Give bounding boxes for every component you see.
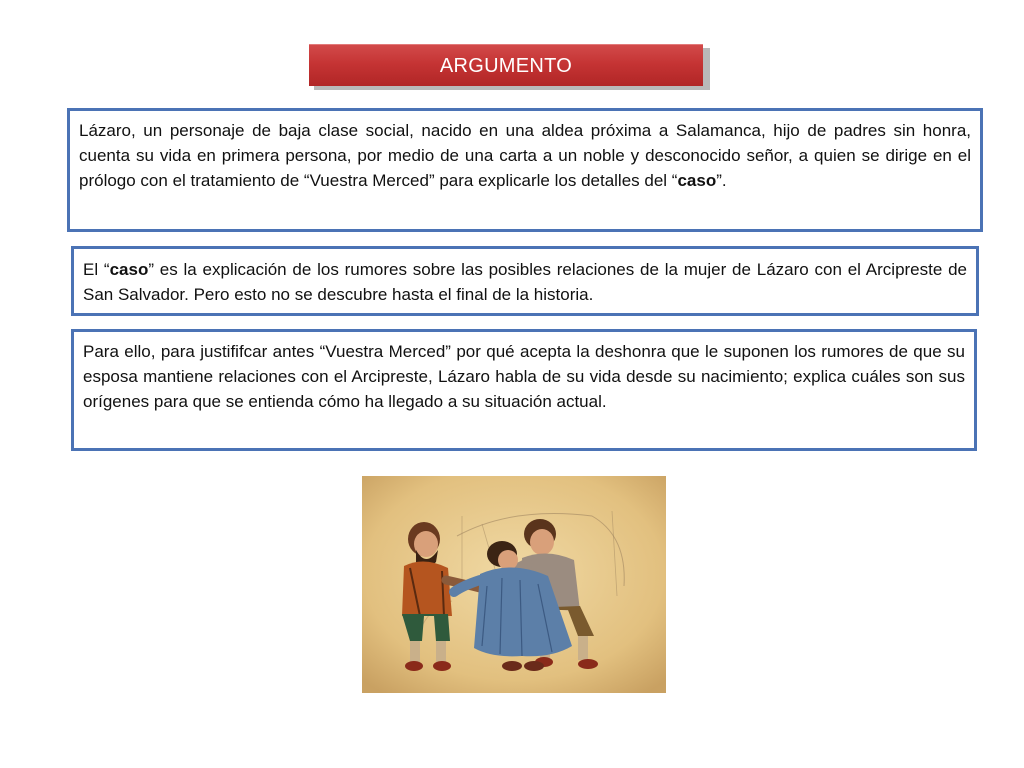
argument-paragraph-2: [71, 246, 979, 316]
argument-paragraph-1: [67, 108, 983, 232]
slide-title: ARGUMENTO: [309, 44, 703, 86]
paragraph-3-text: Para ello, para justififcar antes “Vuestra Merced” por qué acepta la deshonra que le suponen los rumores de que su esposa mantiene relaciones con el Arcipreste, Lázaro habla de su vida desde su nacimiento; explica cuáles son sus orígenes para que se entienda cómo ha llegado a su situación actual.: [83, 342, 965, 411]
argument-paragraph-3: [71, 329, 977, 451]
paragraph-1-text: Lázaro, un personaje de baja clase social, nacido en una aldea próxima a Salamanca, hijo de padres sin honra, cuenta su vida en primera persona, por medio de una carta a un noble y desconocido señor, a quien se dirige en el prólogo con el tratamiento de “Vuestra Merced” para explicarle los detalles del “: [79, 121, 971, 190]
paragraph-2-bold-caso: caso: [109, 260, 149, 279]
paragraph-2-text: ” es la explicación de los rumores sobre las posibles relaciones de la mujer de Lázaro con el Arcipreste de San Salvador. Pero esto no se descubre hasta el final de la historia.: [83, 260, 968, 304]
lazarillo-illustration: [362, 476, 666, 693]
paragraph-1-bold-caso: caso: [677, 171, 717, 190]
paragraph-1-text-end: ”.: [716, 171, 727, 190]
paragraph-2-text-start: El “: [83, 260, 110, 279]
